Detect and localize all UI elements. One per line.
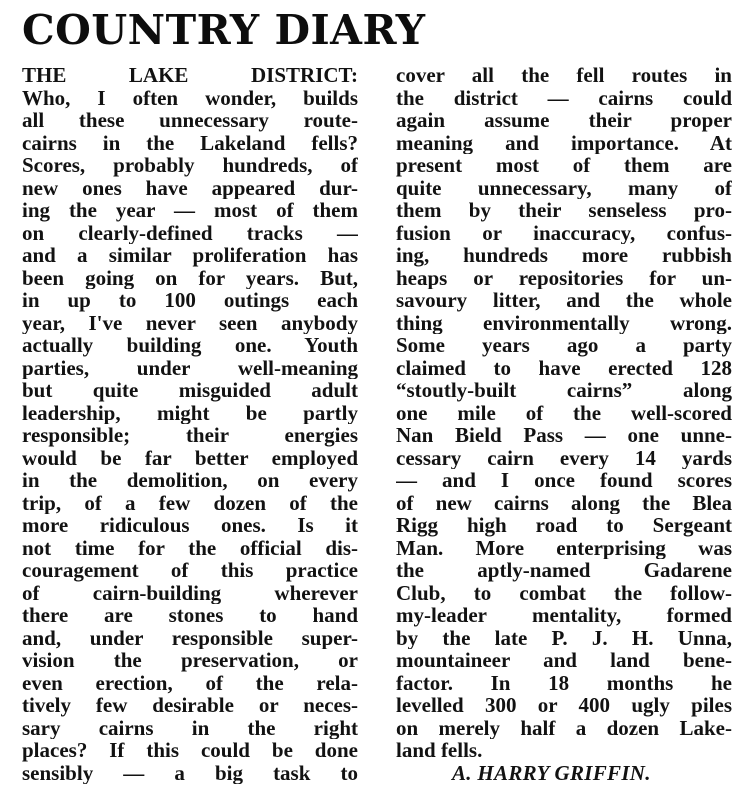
text-line: and, under responsible super-	[22, 626, 358, 649]
text-line: claimed to have erected 128	[396, 356, 732, 379]
column-title: COUNTRY DIARY	[22, 6, 426, 54]
text-line: the district — cairns could	[396, 86, 732, 109]
text-line: in the demolition, on every	[22, 469, 358, 492]
text-line: leadership, might be partly	[22, 401, 358, 424]
text-line: Man. More enterprising was	[396, 536, 732, 559]
text-line: present most of them are	[396, 154, 732, 177]
text-line: tively few desirable or neces-	[22, 694, 358, 717]
author-byline: A. HARRY GRIFFIN.	[452, 760, 651, 785]
text-line: even erection, of the rela-	[22, 671, 358, 694]
text-line: ing, hundreds more rubbish	[396, 244, 732, 267]
text-line: couragement of this practice	[22, 559, 358, 582]
text-line: on clearly-defined tracks —	[22, 221, 358, 244]
text-line: Scores, probably hundreds, of	[22, 154, 358, 177]
text-line: cover all the fell routes in	[396, 64, 732, 87]
text-line: but quite misguided adult	[22, 379, 358, 402]
text-line: savoury litter, and the whole	[396, 289, 732, 312]
text-line: my-leader mentality, formed	[396, 604, 732, 627]
text-line: THE LAKE DISTRICT:	[22, 64, 358, 87]
text-line: heaps or repositories for un-	[396, 266, 732, 289]
text-line: Club, to combat the follow-	[396, 581, 732, 604]
text-line: of new cairns along the Blea	[396, 491, 732, 514]
text-line: parties, under well-meaning	[22, 356, 358, 379]
text-line: and a similar proliferation has	[22, 244, 358, 267]
text-line: by the late P. J. H. Unna,	[396, 626, 732, 649]
text-line: cairns in the Lakeland fells?	[22, 131, 358, 154]
text-line: sensibly — a big task to	[22, 761, 358, 784]
text-line: of cairn-building wherever	[22, 581, 358, 604]
text-line: Nan Bield Pass — one unne-	[396, 424, 732, 447]
text-line: more ridiculous ones. Is it	[22, 514, 358, 537]
text-line: places? If this could be done	[22, 739, 358, 762]
text-line: actually building one. Youth	[22, 334, 358, 357]
text-line: not time for the official dis-	[22, 536, 358, 559]
article-right-column	[396, 64, 732, 784]
text-line: thing environmentally wrong.	[396, 311, 732, 334]
text-line: fusion or inaccuracy, confus-	[396, 221, 732, 244]
text-line: meaning and importance. At	[396, 131, 732, 154]
text-line: “stoutly-built cairns” along	[396, 379, 732, 402]
text-line: in up to 100 outings each	[22, 289, 358, 312]
text-line: cessary cairn every 14 yards	[396, 446, 732, 469]
text-line: on merely half a dozen Lake-	[396, 716, 732, 739]
text-line: again assume their proper	[396, 109, 732, 132]
text-line: them by their senseless pro-	[396, 199, 732, 222]
text-line: sary cairns in the right	[22, 716, 358, 739]
text-line: been going on for years. But,	[22, 266, 358, 289]
text-line: there are stones to hand	[22, 604, 358, 627]
article-left-column	[22, 64, 358, 784]
text-line: trip, of a few dozen of the	[22, 491, 358, 514]
text-line: quite unnecessary, many of	[396, 176, 732, 199]
text-line: levelled 300 or 400 ugly piles	[396, 694, 732, 717]
text-line: all these unnecessary route-	[22, 109, 358, 132]
text-line: factor. In 18 months he	[396, 671, 732, 694]
text-line: the aptly-named Gadarene	[396, 559, 732, 582]
text-line: Rigg high road to Sergeant	[396, 514, 732, 537]
text-line: one mile of the well-scored	[396, 401, 732, 424]
text-line: year, I've never seen anybody	[22, 311, 358, 334]
text-line: mountaineer and land bene-	[396, 649, 732, 672]
text-line: Who, I often wonder, builds	[22, 86, 358, 109]
text-line: would be far better employed	[22, 446, 358, 469]
text-line: land fells.	[396, 739, 483, 762]
text-line: ing the year — most of them	[22, 199, 358, 222]
text-line: Some years ago a party	[396, 334, 732, 357]
text-line: responsible; their energies	[22, 424, 358, 447]
text-line: vision the preservation, or	[22, 649, 358, 672]
text-line: new ones have appeared dur-	[22, 176, 358, 199]
text-line: — and I once found scores	[396, 469, 732, 492]
